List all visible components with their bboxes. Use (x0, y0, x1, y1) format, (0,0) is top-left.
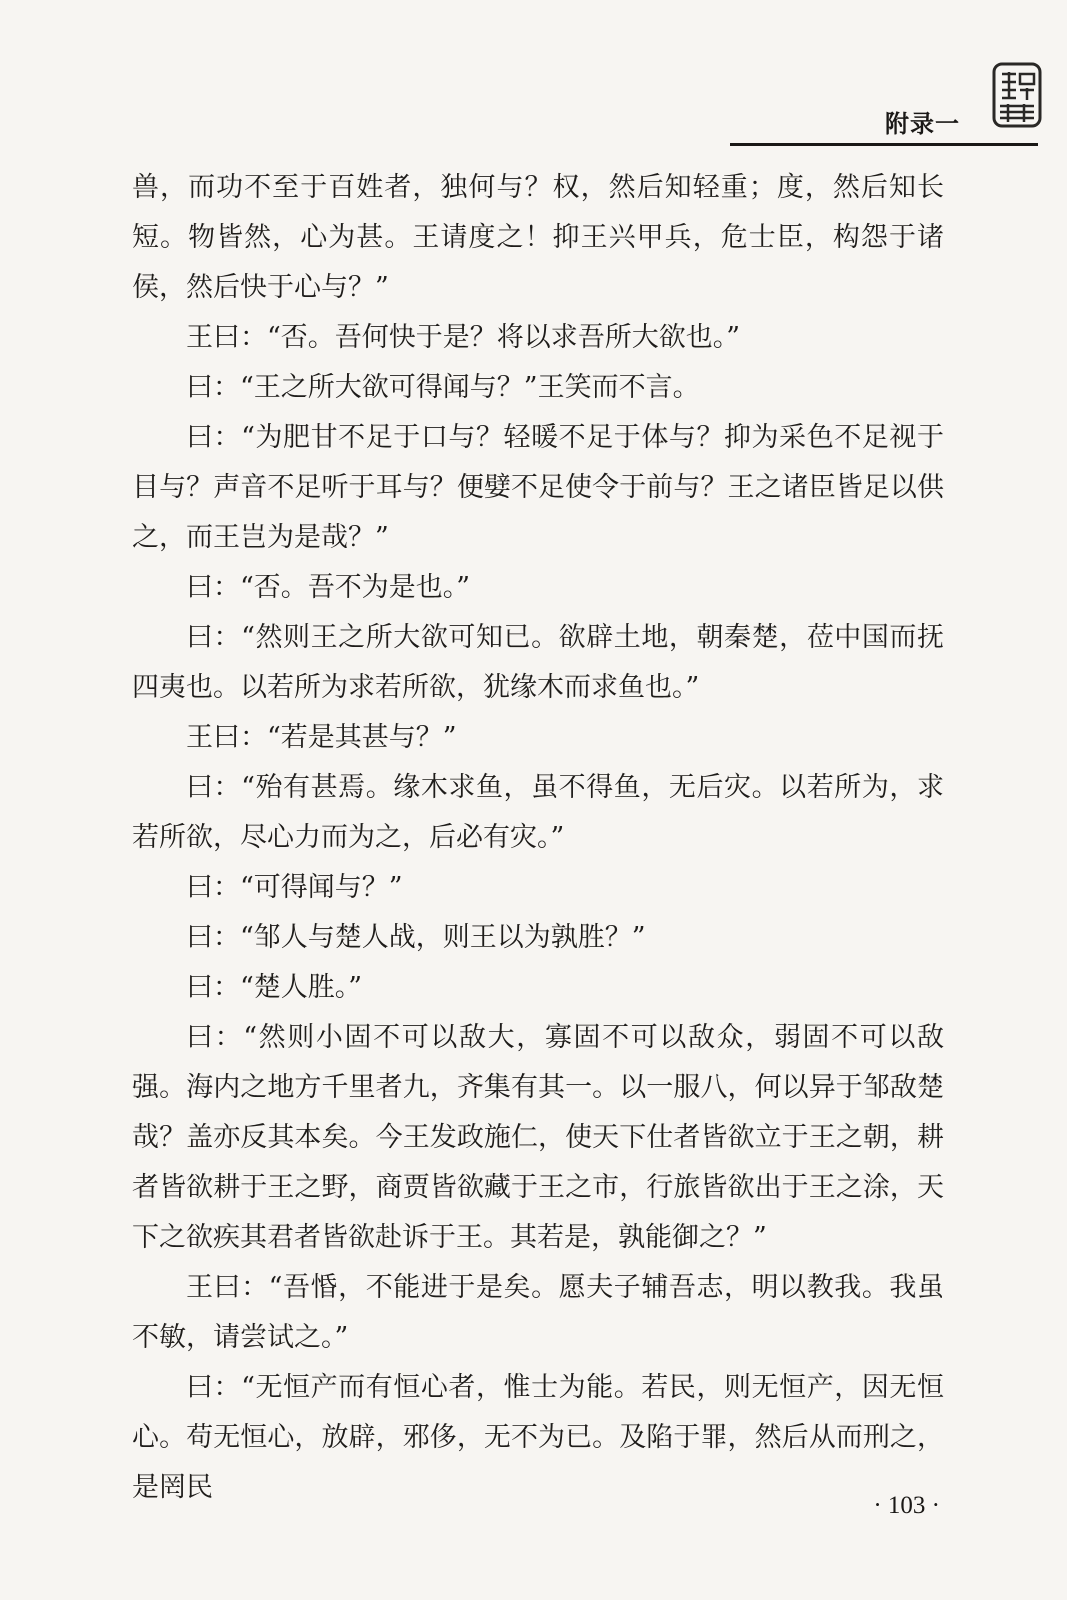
paragraph: 曰：“殆有甚焉。缘木求鱼，虽不得鱼，无后灾。以若所为，求若所欲，尽心力而为之，后必有灾。” (132, 772, 944, 853)
paragraph: 曰：“邹人与楚人战，则王以为孰胜？” (186, 922, 646, 953)
paragraph: 曰：“楚人胜。” (186, 972, 363, 1003)
paragraph: 曰：“王之所大欲可得闻与？”王笑而不言。 (186, 372, 700, 403)
paragraph: 曰：“否。吾不为是也。” (186, 572, 471, 603)
paragraph: 王曰：“否。吾何快于是？将以求吾所大欲也。” (186, 322, 741, 353)
paragraph: 曰：“然则小固不可以敌大，寡固不可以敌众，弱固不可以敌强。海内之地方千里者九，齐集有其一。以一服八，何以异于邹敌楚哉？盖亦反其本矣。今王发政施仁，使天下仕者皆欲立于王之朝，耕者皆欲耕于王之野，商贾皆欲藏于王之市，行旅皆欲出于王之涂，天下之欲疾其君者皆欲赴诉于王。其若是，孰能御之？” (132, 1022, 944, 1253)
paragraph: 曰：“无恒产而有恒心者，惟士为能。若民，则无恒产，因无恒心。苟无恒心，放辟，邪侈，无不为已。及陷于罪，然后从而刑之，是罔民 (132, 1372, 944, 1503)
paragraph: 王曰：“若是其甚与？” (186, 722, 457, 753)
paragraph: 曰：“然则王之所大欲可知已。欲辟土地，朝秦楚，莅中国而抚四夷也。以若所为求若所欲，犹缘木而求鱼也。” (132, 622, 944, 703)
paragraph: 曰：“为肥甘不足于口与？轻暖不足于体与？抑为采色不足视于目与？声音不足听于耳与？便嬖不足使令于前与？王之诸臣皆足以供之，而王岂为是哉？” (132, 422, 944, 553)
paragraph: 曰：“可得闻与？” (186, 872, 403, 903)
paragraph: 王曰：“吾惛，不能进于是矣。愿夫子辅吾志，明以教我。我虽不敏，请尝试之。” (132, 1272, 944, 1353)
header-rule (730, 143, 1038, 146)
seal-stamp-icon (990, 60, 1044, 130)
body-text (132, 163, 944, 1513)
running-header-title: 附录一 (885, 110, 960, 138)
paragraph: 兽，而功不至于百姓者，独何与？权，然后知轻重；度，然后知长短。物皆然，心为甚。王请度之！抑王兴甲兵，危士臣，构怨于诸侯，然后快于心与？” (132, 172, 944, 303)
page-number: · 103 · (873, 1492, 940, 1519)
